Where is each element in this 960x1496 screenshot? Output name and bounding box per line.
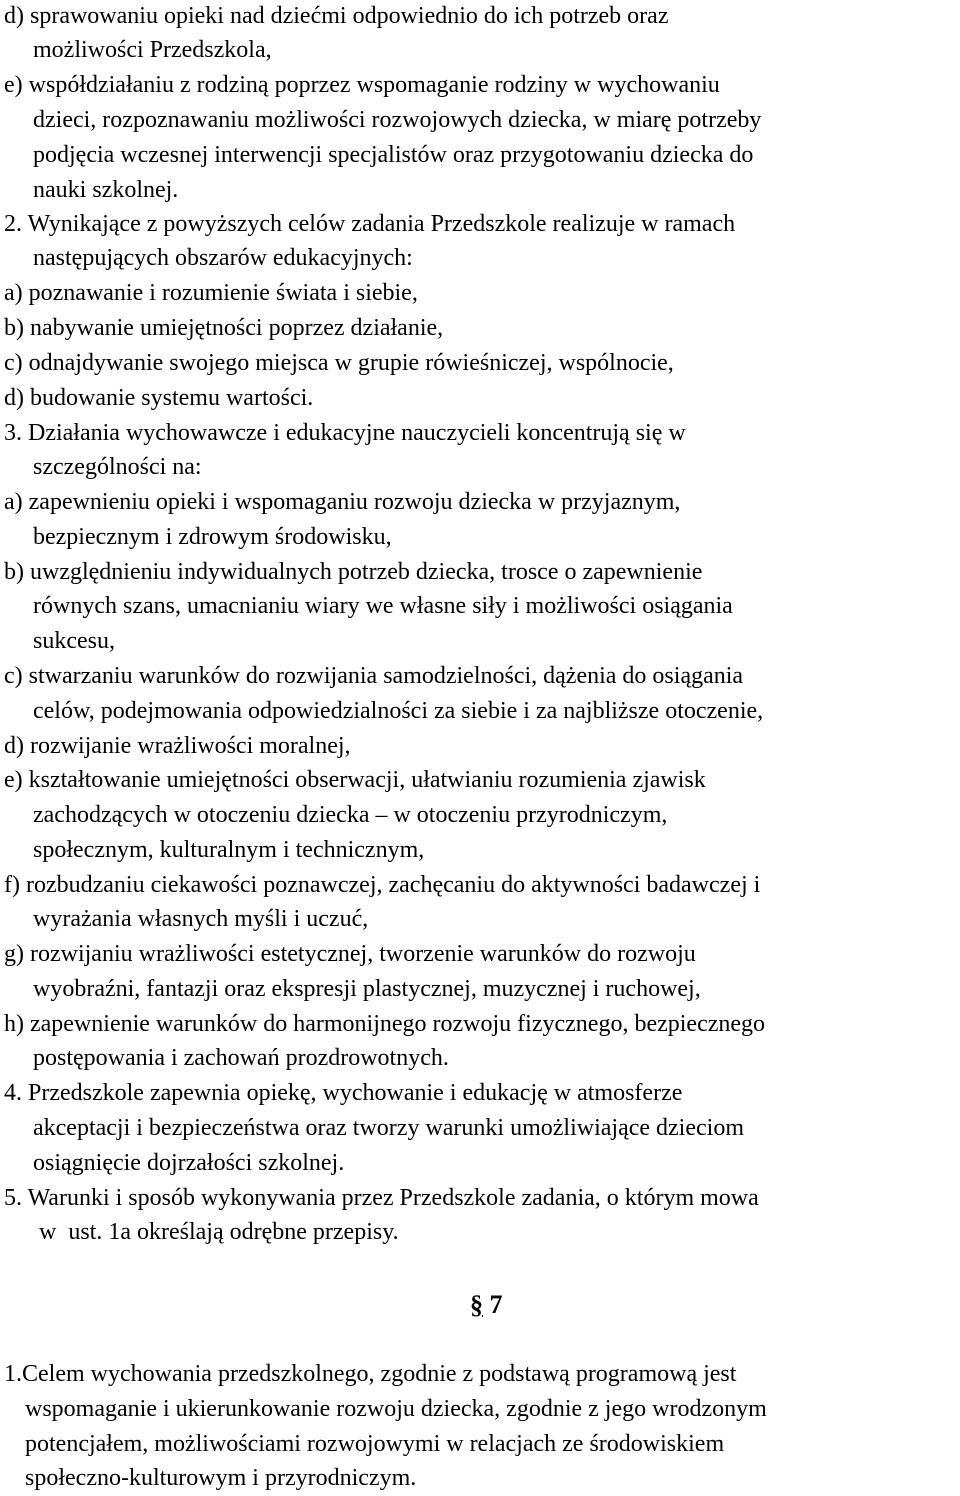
text-line: 2. Wynikające z powyższych celów zadania Przedszkole realizuje w ramach <box>4 211 736 237</box>
text-line: akceptacji i bezpieczeństwa oraz tworzy warunki umożliwiające dzieciom <box>33 1115 744 1141</box>
text-line: podjęcia wczesnej interwencji specjalistów oraz przygotowaniu dziecka do <box>33 142 754 168</box>
text-line: 4. Przedszkole zapewnia opiekę, wychowanie i edukację w atmosferze <box>4 1080 683 1106</box>
text-line: c) stwarzaniu warunków do rozwijania samodzielności, dążenia do osiągania <box>4 663 744 689</box>
text-line: d) sprawowaniu opieki nad dziećmi odpowiednio do ich potrzeb oraz <box>4 3 669 29</box>
text-line: 5. Warunki i sposób wykonywania przez Przedszkole zadania, o którym mowa <box>4 1185 759 1211</box>
text-line: równych szans, umacnianiu wiary we własne siły i możliwości osiągania <box>33 593 733 619</box>
text-line: szczególności na: <box>33 454 202 480</box>
text-line: g) rozwijaniu wrażliwości estetycznej, tworzenie warunków do rozwoju <box>4 941 696 967</box>
text-line: c) odnajdywanie swojego miejsca w grupie rówieśniczej, wspólnocie, <box>4 350 674 376</box>
text-line: b) nabywanie umiejętności poprzez działanie, <box>4 315 444 341</box>
text-line: postępowania i zachowań prozdrowotnych. <box>33 1045 449 1071</box>
text-line: nauki szkolnej. <box>33 177 179 203</box>
text-line: a) zapewnieniu opieki i wspomaganiu rozwoju dziecka w przyjaznym, <box>4 489 681 515</box>
text-line: wyrażania własnych myśli i uczuć, <box>33 906 369 932</box>
text-line: a) poznawanie i rozumienie świata i siebie, <box>4 280 418 306</box>
text-line: wyobraźni, fantazji oraz ekspresji plastycznej, muzycznej i ruchowej, <box>33 976 701 1002</box>
text-line: d) rozwijanie wrażliwości moralnej, <box>4 733 351 759</box>
text-line: możliwości Przedszkola, <box>33 37 272 63</box>
text-line: e) współdziałaniu z rodziną poprzez wspomaganie rodziny w wychowaniu <box>4 72 720 98</box>
section-sign-symbol: § <box>470 1290 483 1319</box>
text-line: celów, podejmowania odpowiedzialności za siebie i za najbliższe otoczenie, <box>33 698 764 724</box>
text-line: e) kształtowanie umiejętności obserwacji, ułatwianiu rozumienia zjawisk <box>4 767 706 793</box>
text-line: h) zapewnienie warunków do harmonijnego rozwoju fizycznego, bezpiecznego <box>4 1011 766 1037</box>
text-line: 1.Celem wychowania przedszkolnego, zgodnie z podstawą programową jest <box>4 1361 737 1387</box>
text-line: f) rozbudzaniu ciekawości poznawczej, zachęcaniu do aktywności badawczej i <box>4 872 761 898</box>
text-line: osiągnięcie dojrzałości szkolnej. <box>33 1150 345 1176</box>
text-line: zachodzących w otoczeniu dziecka – w otoczeniu przyrodniczym, <box>33 802 668 828</box>
text-line: potencjałem, możliwościami rozwojowymi w relacjach ze środowiskiem <box>25 1431 725 1457</box>
section-heading <box>470 1290 503 1320</box>
text-line: bezpiecznym i zdrowym środowisku, <box>33 524 392 550</box>
text-line: społecznym, kulturalnym i technicznym, <box>33 837 425 863</box>
text-line: 3. Działania wychowawcze i edukacyjne nauczycieli koncentrują się w <box>4 420 686 446</box>
text-line: następujących obszarów edukacyjnych: <box>33 245 413 271</box>
text-line: wspomaganie i ukierunkowanie rozwoju dziecka, zgodnie z jego wrodzonym <box>25 1396 767 1422</box>
section-number: 7 <box>489 1290 503 1319</box>
text-line: b) uwzględnieniu indywidualnych potrzeb dziecka, trosce o zapewnienie <box>4 559 703 585</box>
text-line: dzieci, rozpoznawaniu możliwości rozwojowych dziecka, w miarę potrzeby <box>33 107 762 133</box>
text-line: d) budowanie systemu wartości. <box>4 385 314 411</box>
text-line: sukcesu, <box>33 628 115 654</box>
text-line: w ust. 1a określają odrębne przepisy. <box>39 1219 399 1245</box>
text-line: społeczno-kulturowym i przyrodniczym. <box>25 1465 417 1491</box>
